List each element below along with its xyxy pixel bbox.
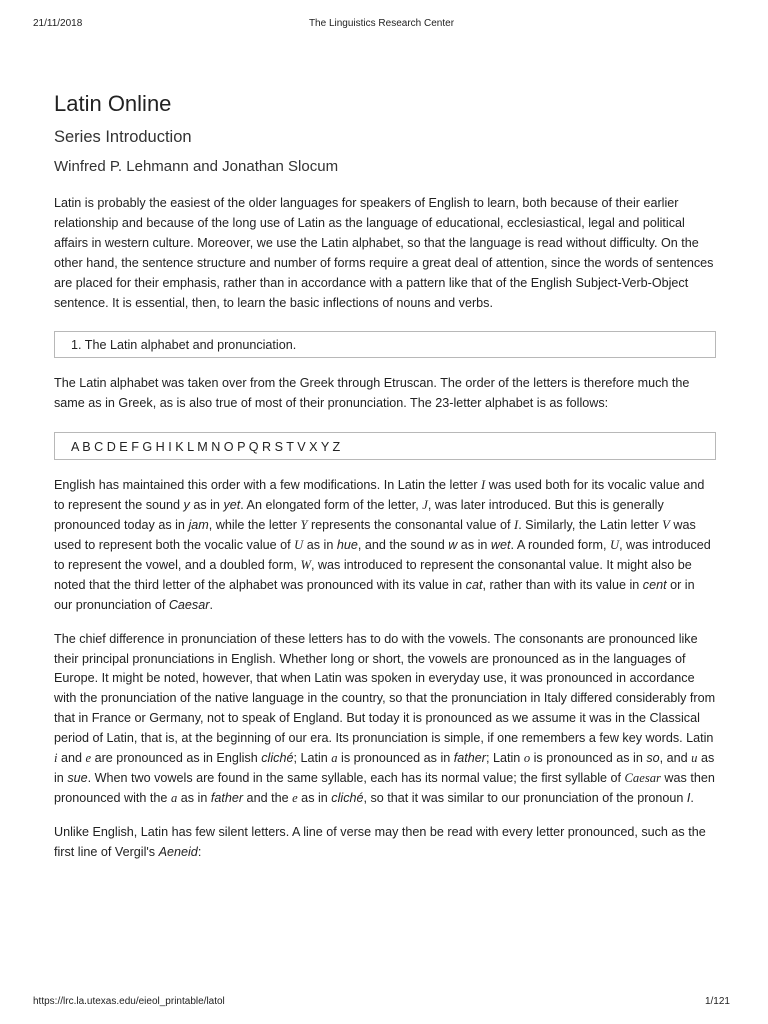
text-run: as in: [189, 498, 224, 513]
text-run: , rather than with its value in: [482, 577, 643, 592]
latin-letter: e: [292, 790, 298, 805]
intro-paragraph: Latin is probably the easiest of the older languages for speakers of English to learn, both because of their earlier relationship and because of the long use of Latin as the language of educational, ecclesiastical, legal and political affairs in western culture. Moreover, we use the Latin alphabet, so that the language is read without difficulty. On the other hand, the sentence structure and number of forms require a great deal of attention, since the words of sentences are placed for their emphasis, rather than in accordance with a pattern like that of the English Subject-Verb-Object sentence. It is essential, then, to learn the basic inflections of nouns and verbs.: [54, 196, 714, 310]
print-footer: [33, 996, 730, 1010]
emphasis: cliché: [261, 751, 294, 766]
text-run: .: [209, 597, 213, 612]
alphabet-box: [54, 432, 716, 460]
vowels-paragraph: [54, 630, 716, 809]
text-run: , and the sound: [357, 537, 449, 552]
alphabet-paragraph: The Latin alphabet was taken over from the Greek through Etruscan. The order of the letters is therefore much the same as in Greek, as is also true of most of their pronunciation. The 23-letter alphabet is as follows:: [54, 376, 690, 411]
latin-letter: u: [691, 751, 698, 766]
text-run: or in our pronunciation of: [54, 577, 695, 612]
text-run: is pronounced as in: [530, 751, 647, 766]
emphasis: y: [183, 498, 190, 513]
text-run: , while the letter: [208, 518, 301, 533]
emphasis: father: [453, 751, 486, 766]
silent-letters-paragraph: [54, 823, 716, 863]
latin-letter: J: [422, 498, 428, 513]
text-run: represents the consonantal value of: [307, 518, 514, 533]
text-run: . When two vowels are found in the same syllable, each has its normal value; the first syllable of: [87, 770, 625, 785]
latin-letter: U: [609, 537, 620, 552]
text-run: , was later introduced. But this is generally pronounced today as in: [54, 498, 664, 533]
page-title: Latin Online: [54, 91, 172, 116]
text-run: ; Latin: [293, 751, 332, 766]
print-date: 21/11/2018: [33, 18, 83, 29]
text-run: was then pronounced with the: [54, 770, 715, 805]
emphasis: father: [210, 790, 244, 805]
page-subtitle: Series Introduction: [54, 128, 192, 146]
text-run: . Similarly, the Latin letter: [518, 518, 663, 533]
text-run: , and: [659, 751, 692, 766]
emphasis: w: [448, 537, 458, 552]
emphasis: jam: [188, 518, 209, 533]
latin-letter: i: [54, 751, 58, 766]
latin-letter: W: [300, 557, 311, 572]
latin-letter: I: [513, 518, 519, 533]
emphasis: sue: [67, 770, 88, 785]
emphasis: Aeneid: [158, 844, 198, 859]
text-run: and the: [243, 790, 293, 805]
emphasis: cent: [642, 577, 667, 592]
emphasis: I: [686, 790, 691, 805]
latin-letter: e: [85, 751, 92, 766]
page-counter: 1/121: [704, 996, 730, 1007]
print-site-title: The Linguistics Research Center: [308, 18, 455, 29]
alphabet-letters: A B C D E F G H I K L M N O P Q R S T V X Y Z: [71, 440, 341, 455]
emphasis: yet: [223, 498, 241, 513]
text-run: .: [690, 790, 694, 805]
print-url: https://lrc.la.utexas.edu/eieol_printable/latol: [33, 996, 225, 1007]
latin-letter: I: [481, 478, 486, 493]
text-run: as in: [54, 751, 715, 785]
text-run: was used to represent both the vocalic value of: [54, 518, 696, 552]
text-run: ; Latin: [486, 751, 524, 766]
text-run: Unlike English, Latin has few silent letters. A line of verse may then be read with every letter pronounced, such as the first line of Vergil's: [54, 824, 706, 859]
text-run: English has maintained this order with a few modifications. In Latin the letter: [54, 478, 482, 493]
text-run: , was introduced to represent the consonantal value. It might also be noted that the third letter of the alphabet was pronounced with its value in: [54, 557, 692, 592]
document-content: [54, 88, 716, 863]
emphasis: hue: [336, 537, 358, 552]
emphasis: cat: [465, 577, 483, 592]
latin-letter: Y: [300, 518, 308, 533]
text-run: and: [57, 751, 86, 766]
section-heading: 1. The Latin alphabet and pronunciation.: [71, 338, 297, 353]
text-run: The chief difference in pronunciation of these letters has to do with the vowels. The consonants are pronounced like their principal pronunciations in English. Whether long or short, the vowels are pronounced as in the languages of Europe. It might be noted, however, that when Latin was spoken in everyday use, it was pronounced in accordance with the pronunciation of the native language in the country, so that the pronunciation in Italy differed considerably from that in France or Germany, not to speak of England. But today it is pronounced as we assume it was in the Classical period of Latin, that is, at the beginning of our era. Its pronunciation is simple, if one remembers a few key words. Latin: [54, 631, 716, 746]
latin-letter: U: [294, 537, 304, 552]
authors: Winfred P. Lehmann and Jonathan Slocum: [54, 158, 339, 175]
emphasis: cliché: [331, 790, 364, 805]
text-run: was used both for its vocalic value and to represent the sound: [54, 478, 705, 513]
section-heading-box: [54, 331, 716, 358]
emphasis: Caesar: [168, 597, 210, 612]
emphasis: wet: [490, 537, 511, 552]
text-run: as in: [177, 790, 211, 805]
text-run: . An elongated form of the letter,: [240, 498, 423, 513]
letters-paragraph: [54, 476, 716, 615]
text-run: as in: [297, 790, 332, 805]
text-run: . A rounded form,: [510, 537, 610, 552]
text-run: :: [197, 844, 202, 859]
text-run: is pronounced as in: [337, 751, 454, 766]
latin-word: Caesar: [624, 770, 661, 785]
text-run: are pronounced as in English: [91, 751, 262, 766]
emphasis: so: [646, 751, 660, 766]
text-run: , was introduced to represent the vowel, and a doubled form,: [54, 537, 711, 572]
print-header: [33, 18, 730, 32]
text-run: , so that it was similar to our pronunciation of the pronoun: [363, 790, 687, 805]
latin-letter: V: [662, 518, 670, 533]
latin-letter: a: [170, 790, 178, 805]
latin-letter: o: [523, 751, 531, 766]
latin-letter: a: [331, 751, 338, 766]
text-run: as in: [303, 537, 337, 552]
text-run: as in: [457, 537, 491, 552]
